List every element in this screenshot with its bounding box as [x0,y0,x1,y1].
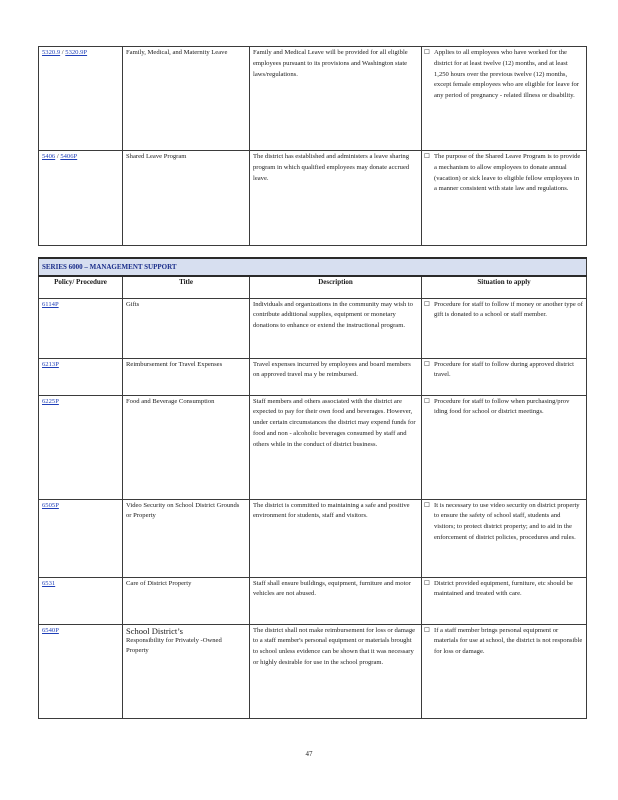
policy-link[interactable]: 6213P [42,360,59,368]
situation-text: Procedure for staff to follow when purchasing/prov iding food for school or district meetings. [434,397,570,416]
situation-text: Procedure for staff to follow if money or another type of gift is donated to a school or staff member. [434,300,583,319]
table-row [39,499,587,577]
procedure-link[interactable]: 5320.9P [65,49,88,56]
checkbox-bullet-icon: ☐ [424,153,430,160]
situation-text: Applies to all employees who have worked for the district for at least twelve (12) months, and at least 1,250 hours over the previous twelve (12) months, except female employees who are eligible for leave for any period of pregnancy - related illness or disability. [434,49,579,100]
table-row [39,624,587,718]
policy-cell [39,395,123,499]
situation-cell [422,298,587,358]
checkbox-bullet-icon: ☐ [424,397,430,405]
title-rest: Responsibility for Privately -Owned Property [126,636,222,655]
description-cell: The district has established and administers a leave sharing program in which qualified employees may donate accrued leave. [250,151,422,246]
header-policy: Policy/ Procedure [39,276,123,298]
situation-cell [422,47,587,151]
policy-cell [39,358,123,395]
policy-link[interactable]: 6505P [42,501,59,509]
policy-cell [39,298,123,358]
situation-cell [422,151,587,246]
situation-cell [422,624,587,718]
procedure-link[interactable]: 5406P [60,153,78,160]
title-cell [123,624,250,718]
policy-link[interactable]: 6540P [42,626,59,634]
policy-separator: / [55,153,61,160]
table-row [39,358,587,395]
description-cell: Staff shall ensure buildings, equipment, furniture and motor vehicles are not abused. [250,577,422,624]
description-cell: Family and Medical Leave will be provided for all eligible employees pursuant to its provisions and Washington state laws/regulations. [250,47,422,151]
page-number: 47 [305,750,313,758]
title-cell: Family, Medical, and Maternity Leave [123,47,250,151]
description-cell: The district shall not make reimbursement for loss or damage to a staff member's personal equipment or materials brought to school unless evidence can be shown that it was necessary or highly desirable for use in the school program. [250,624,422,718]
column-header-row [39,276,587,298]
policy-link[interactable]: 5320.9 [42,49,61,56]
checkbox-bullet-icon: ☐ [424,626,430,634]
table-row [39,151,587,246]
situation-cell [422,358,587,395]
checkbox-bullet-icon: ☐ [424,300,430,308]
policy-link[interactable]: 6531 [42,579,56,587]
situation-cell [422,499,587,577]
situation-cell [422,577,587,624]
description-cell: The district is committed to maintaining a safe and positive environment for students, staff and visitors. [250,499,422,577]
series-header-row [39,258,587,276]
description-cell: Travel expenses incurred by employees and board members on approved travel ma y be reimbursed. [250,358,422,395]
policy-separator: / [60,49,66,56]
title-cell: Gifts [123,298,250,358]
description-cell: Staff members and others associated with the district are expected to pay for their own food and beverages. However, under certain circumstances the district may expend funds for food and non - alcoholic beverages consumed by staff and others while in the conduct of district business. [250,395,422,499]
situation-text: If a staff member brings personal equipment or materials for use at school, the district is not responsible for loss or damage. [434,626,583,656]
header-situation: Situation to apply [422,276,587,298]
title-cell: Video Security on School District Grounds or Property [123,499,250,577]
situation-text: Procedure for staff to follow during approved district travel. [434,360,574,379]
policy-link[interactable]: 6114P [42,300,59,308]
title-cell: Reimbursement for Travel Expenses [123,358,250,395]
policy-cell [39,151,123,246]
situation-cell [422,395,587,499]
title-cell: Food and Beverage Consumption [123,395,250,499]
series-6000-table [38,257,587,719]
series-title: SERIES 6000 – MANAGEMENT SUPPORT [39,258,587,276]
header-title: Title [123,276,250,298]
title-lead: School District’s [126,625,183,636]
checkbox-bullet-icon: ☐ [424,501,430,509]
policy-link[interactable]: 6225P [42,397,59,405]
policy-cell [39,47,123,151]
table-row [39,395,587,499]
table-row [39,577,587,624]
top-table [38,46,587,246]
situation-text: District provided equipment, furniture, etc should be maintained and treated with care. [434,579,573,598]
policy-cell [39,499,123,577]
policy-cell [39,624,123,718]
title-cell: Care of District Property [123,577,250,624]
description-cell: Individuals and organizations in the community may wish to contribute additional supplies, equipment or monetary donations to enhance or extend the instructional program. [250,298,422,358]
situation-text: The purpose of the Shared Leave Program is to provide a mechanism to allow employees to donate annual (vacation) or sick leave to eligible fellow employees in a manner consistent with state law and regulations. [434,153,581,193]
checkbox-bullet-icon: ☐ [424,49,430,56]
table-row [39,298,587,358]
header-description: Description [250,276,422,298]
policy-link[interactable]: 5406 [42,153,56,160]
situation-text: It is necessary to use video security on district property to ensure the safety of school staff, students and visitors; to protect district property; and to aid in the enforcement of district policies, procedures and rules. [434,501,580,541]
checkbox-bullet-icon: ☐ [424,579,430,587]
table-row [39,47,587,151]
policy-cell [39,577,123,624]
checkbox-bullet-icon: ☐ [424,360,430,368]
title-cell: Shared Leave Program [123,151,250,246]
